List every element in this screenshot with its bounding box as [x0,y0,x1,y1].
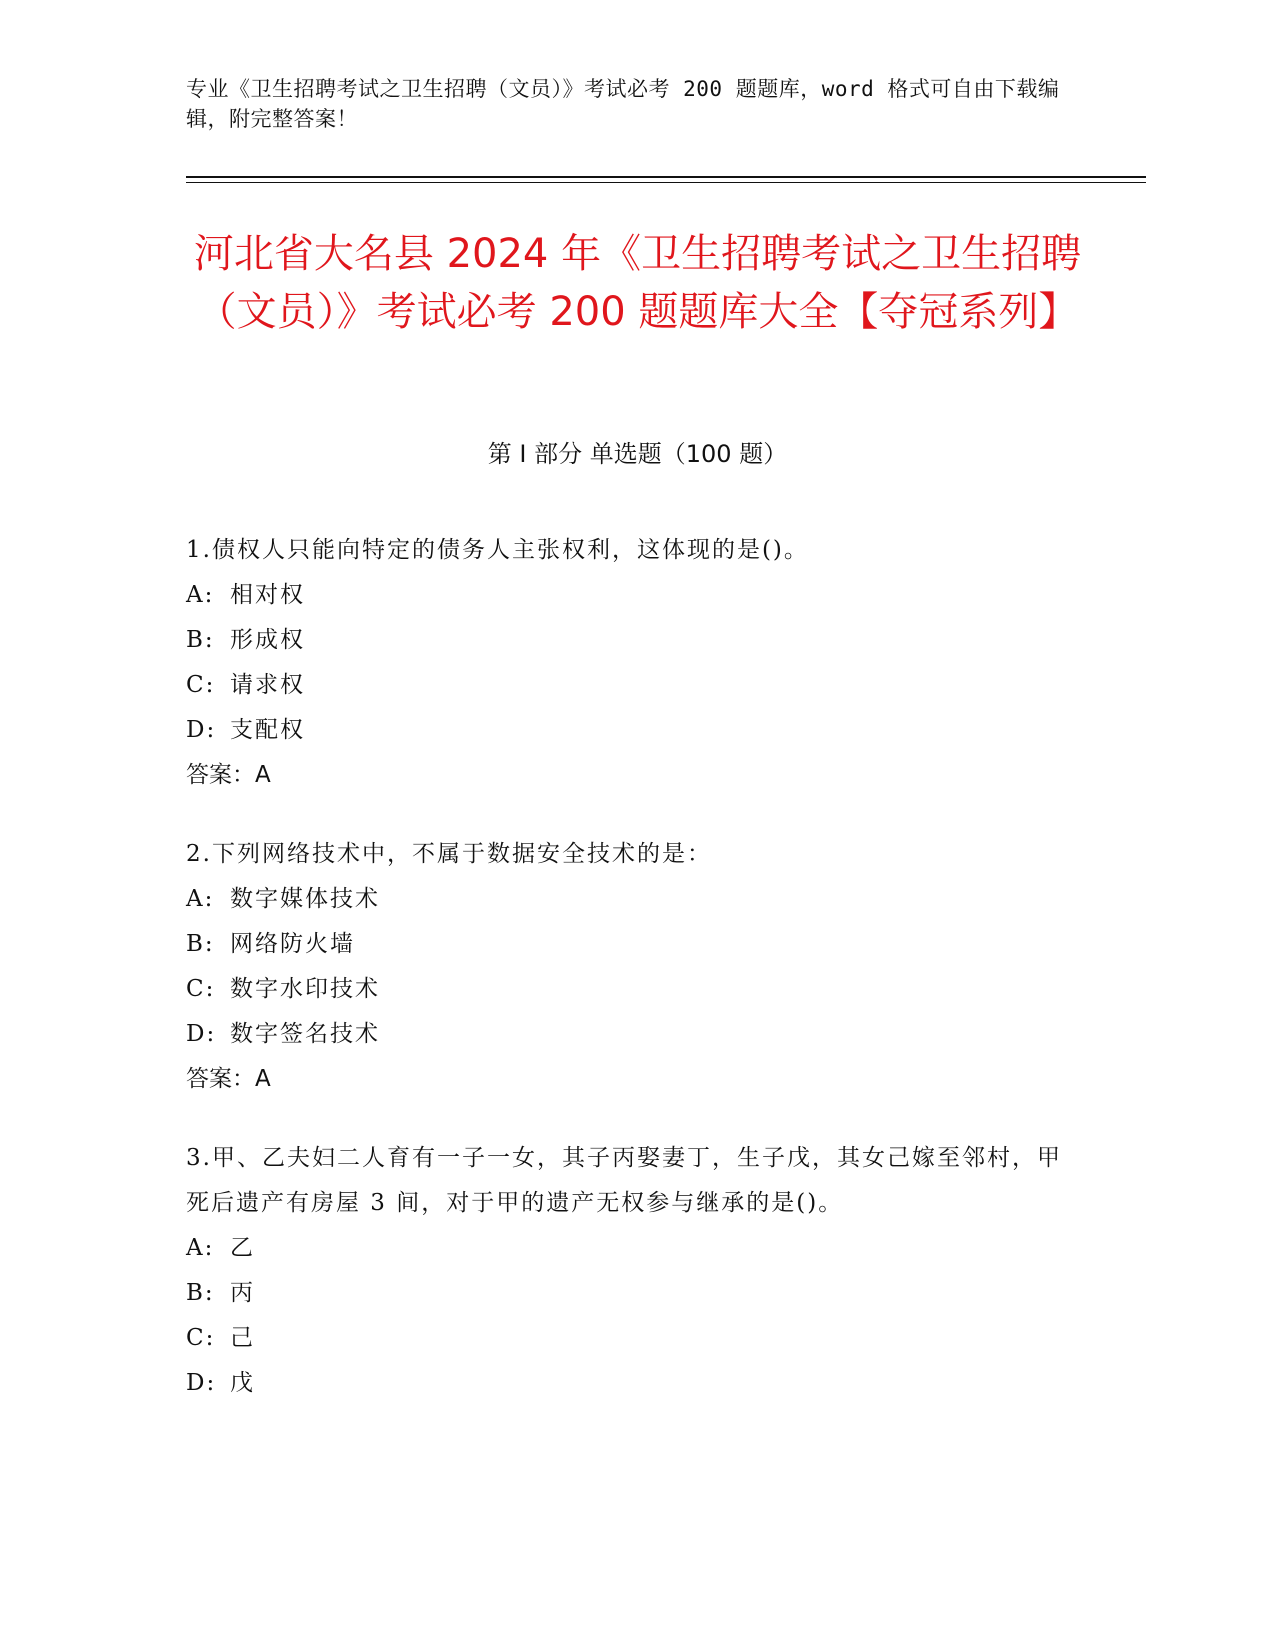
option-text: 数字签名技术 [230,1021,380,1047]
option-letter: A: [186,886,215,912]
option-letter: D: [186,717,217,743]
option-text: 请求权 [230,672,305,698]
option-letter: A: [186,582,215,608]
option-letter: B: [186,1280,215,1306]
option-letter: D: [186,1021,217,1047]
question-3 [186,1136,1066,1406]
option-b [186,1271,1066,1316]
option-letter: D: [186,1370,217,1396]
option-text: 相对权 [230,582,305,608]
option-c [186,663,1066,708]
option-b [186,922,1066,967]
option-c [186,1316,1066,1361]
document-title: 河北省大名县 2024 年《卫生招聘考试之卫生招聘（文员）》考试必考 200 题题库大全【夺冠系列】 [193,231,1082,335]
option-text: 形成权 [230,627,305,653]
option-letter: C: [186,976,216,1002]
option-a [186,573,1066,618]
option-c [186,967,1066,1012]
option-d [186,1012,1066,1057]
option-text: 戊 [230,1370,255,1396]
question-list [186,528,1066,1440]
option-text: 支配权 [230,717,305,743]
question-2 [186,832,1066,1102]
header-divider [186,176,1146,178]
question-1 [186,528,1066,798]
option-d [186,1361,1066,1406]
question-stem: 2.下列网络技术中，不属于数据安全技术的是： [186,841,712,867]
answer-line: 答案：A [186,762,271,788]
option-letter: B: [186,627,215,653]
option-letter: A: [186,1235,215,1261]
option-a [186,877,1066,922]
option-text: 数字水印技术 [230,976,380,1002]
option-a [186,1226,1066,1271]
header-note: 专业《卫生招聘考试之卫生招聘（文员）》考试必考 200 题题库，word 格式可自由下载编辑，附完整答案！ [186,77,1060,131]
option-text: 乙 [230,1235,255,1261]
option-b [186,618,1066,663]
section-title: 第 I 部分 单选题（100 题） [487,440,788,468]
option-text: 网络防火墙 [230,931,355,957]
question-stem: 3.甲、乙夫妇二人育有一子一女，其子丙娶妻丁，生子戊，其女己嫁至邻村，甲死后遗产有房屋 3 间，对于甲的遗产无权参与继承的是()。 [186,1145,1062,1216]
answer-line: 答案：A [186,1066,271,1092]
question-stem: 1.债权人只能向特定的债务人主张权利，这体现的是()。 [186,537,809,563]
option-text: 丙 [230,1280,255,1306]
option-text: 己 [230,1325,255,1351]
option-letter: C: [186,1325,216,1351]
option-letter: C: [186,672,216,698]
option-d [186,708,1066,753]
option-text: 数字媒体技术 [230,886,380,912]
option-letter: B: [186,931,215,957]
header-divider-thin [186,182,1146,183]
